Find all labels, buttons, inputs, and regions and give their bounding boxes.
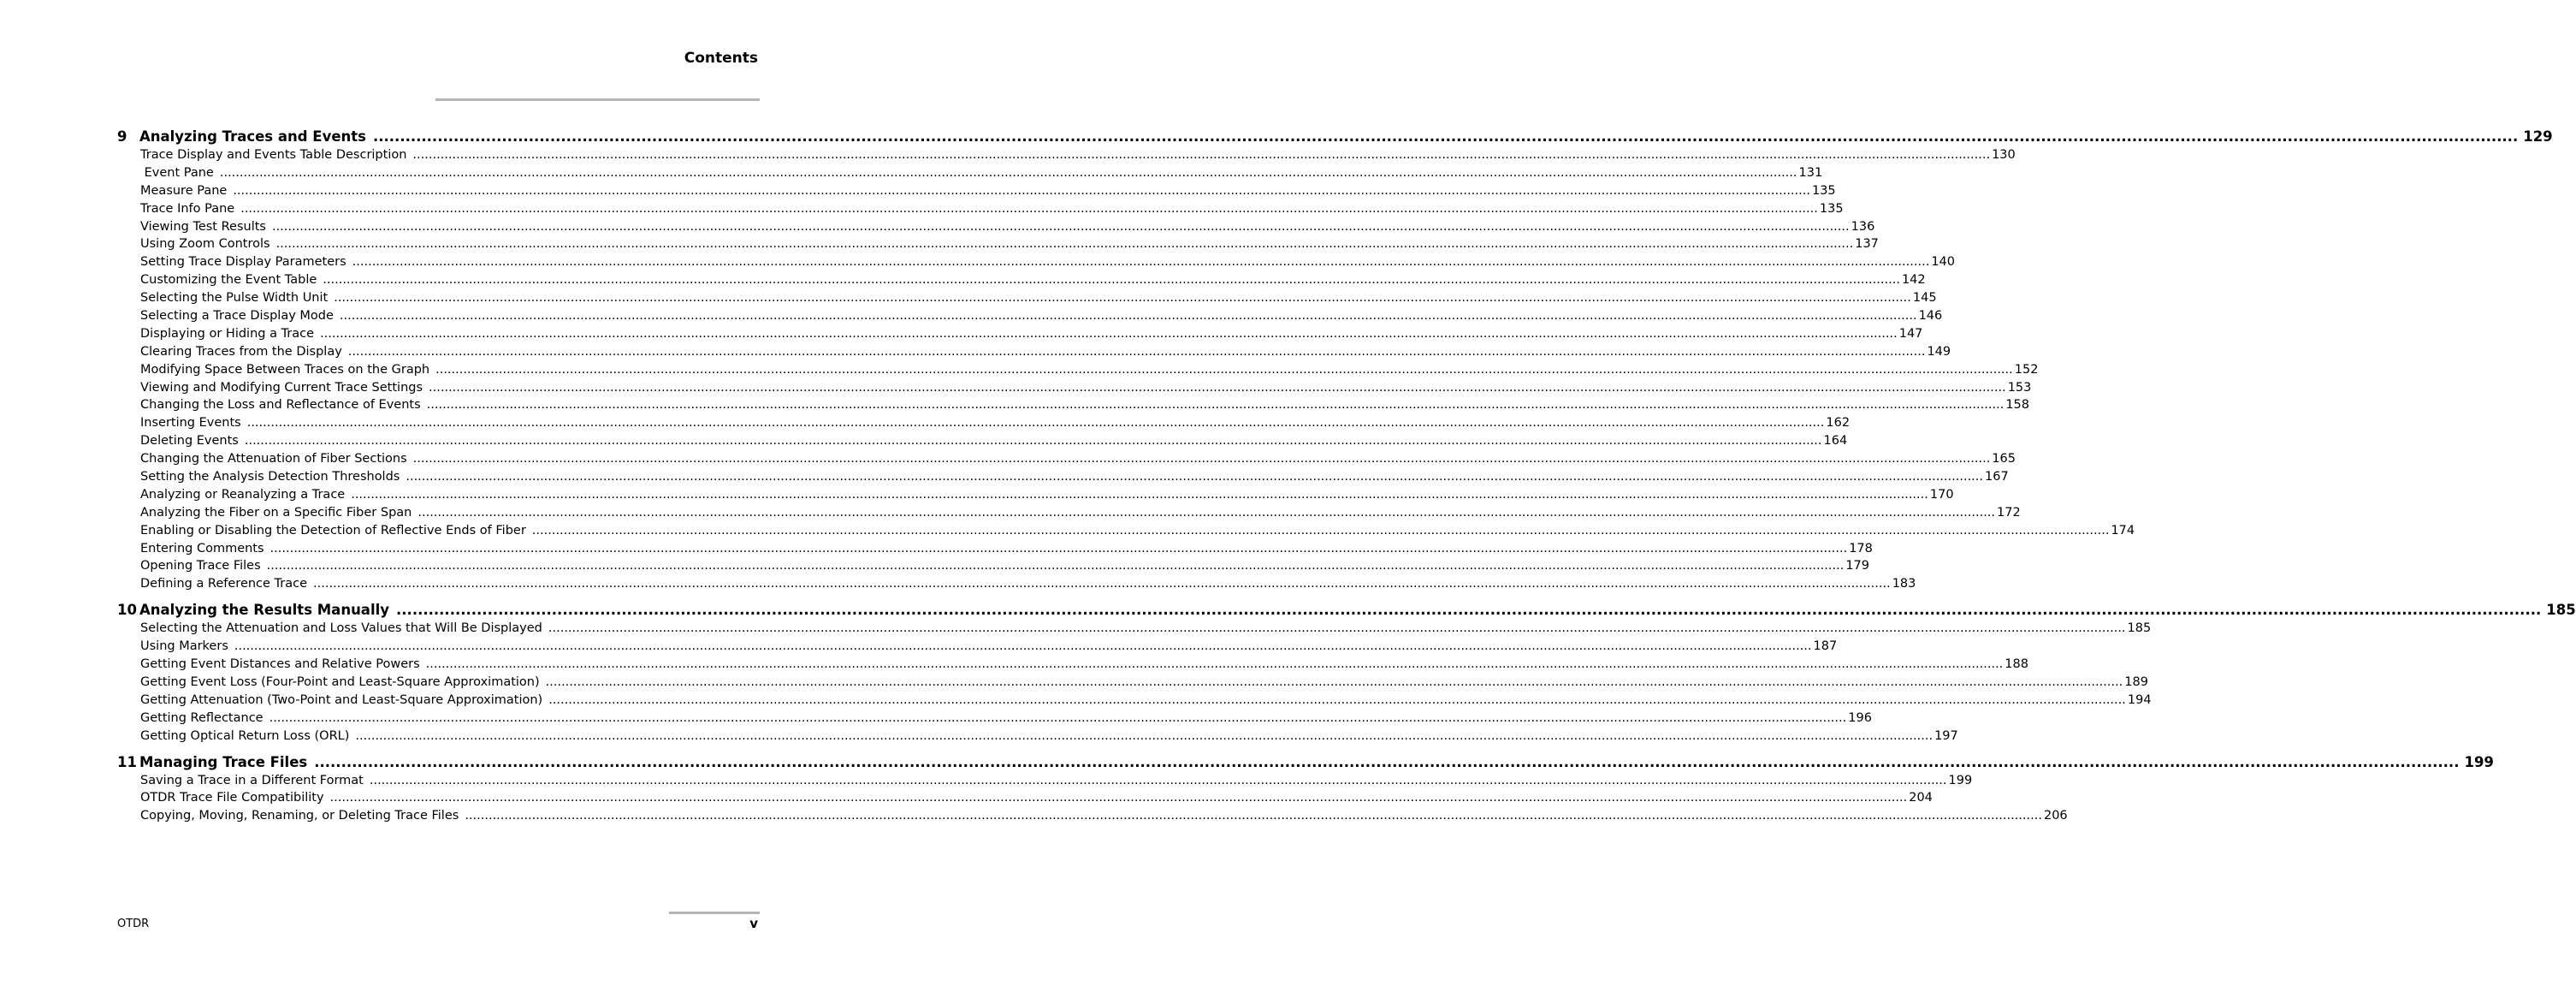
toc-entry-page-number: 164 <box>1823 434 1848 448</box>
toc-entry-page-number: 196 <box>1848 710 1872 725</box>
chapter-title: Managing Trace Files <box>139 753 308 770</box>
toc-entry-page-number: 158 <box>2005 398 2029 413</box>
footer-product-name: OTDR <box>117 918 150 930</box>
toc-chapter-heading[interactable] <box>117 752 2494 772</box>
page-header-title: Contents <box>684 50 758 67</box>
dot-leader: ................................................................................................................................................................................................................................................................................................................................................................................................................ <box>329 791 1908 805</box>
toc-entry[interactable] <box>140 638 1838 656</box>
toc-entry-page-number: 152 <box>2014 362 2039 377</box>
dot-leader: ................................................................................................................................................................................................................................................................................................................................................................................................................ <box>429 380 2006 395</box>
toc-entry-title: Inserting Events <box>140 416 241 431</box>
toc-entry-title: Copying, Moving, Renaming, or Deleting Trace Files <box>140 809 459 823</box>
toc-entry-page-number: 188 <box>2005 657 2028 672</box>
toc-entry-page-number: 185 <box>2127 621 2152 636</box>
toc-entry-title: Displaying or Hiding a Trace <box>140 326 315 341</box>
toc-entry-title: Using Markers <box>140 639 228 654</box>
toc-entry[interactable] <box>140 620 2152 638</box>
toc-entry[interactable] <box>140 289 1937 307</box>
toc-entry[interactable] <box>140 343 1951 361</box>
toc-entry-page-number: 170 <box>1929 487 1954 502</box>
toc-entry-page-number: 194 <box>2127 692 2152 707</box>
toc-entry[interactable] <box>140 807 2068 825</box>
toc-entry-title: Deleting Events <box>140 434 239 448</box>
toc-entry[interactable] <box>140 182 1836 200</box>
dot-leader: ................................................................................................................................................................................................................................................................................................................................................................................................................ <box>545 674 2123 689</box>
toc-entry[interactable] <box>140 325 1923 343</box>
chapter-title: Analyzing the Results Manually <box>139 602 390 619</box>
toc-entry[interactable] <box>140 674 2148 692</box>
toc-entry-page-number: 165 <box>1992 452 2016 466</box>
dot-leader: ................................................................................................................................................................................................................................................................................................................................................................................................................ <box>425 657 2004 672</box>
dot-leader: ................................................................................................................................................................................................................................................................................................................................................................................................................ <box>352 255 1930 270</box>
toc-entry-title: Customizing the Event Table <box>140 273 317 288</box>
chapter-page-number: 185 <box>2546 602 2576 619</box>
dot-leader: ................................................................................................................................................................................................................................................................................................................................................................................................................ <box>266 559 1845 573</box>
toc-entry[interactable] <box>140 146 2016 164</box>
toc-entry-page-number: 206 <box>2043 809 2068 823</box>
chapter-title: Analyzing Traces and Events <box>139 128 366 145</box>
toc-entry[interactable] <box>140 557 1869 575</box>
toc-entry[interactable] <box>140 450 2016 468</box>
toc-entry-page-number: 172 <box>1997 505 2021 520</box>
dot-leader: ................................................................................................................................................................................................................................................................................................................................................................................................................ <box>435 362 2013 377</box>
footer-page-number: v <box>749 916 758 931</box>
toc-entry-title: Saving a Trace in a Different Format <box>140 773 364 787</box>
dot-leader: ................................................................................................................................................................................................................................................................................................................................................................................................................ <box>314 753 2460 770</box>
table-of-contents <box>117 127 2576 832</box>
toc-entry[interactable] <box>140 772 1973 790</box>
toc-entry-title: Analyzing the Fiber on a Specific Fiber Span <box>140 505 412 520</box>
toc-entry-title: OTDR Trace File Compatibility <box>140 791 324 805</box>
toc-entry-page-number: 167 <box>1985 470 2009 484</box>
toc-entry-page-number: 135 <box>1811 183 1836 198</box>
toc-entry[interactable] <box>140 307 1943 325</box>
toc-entry-page-number: 135 <box>1819 201 1844 216</box>
toc-entry[interactable] <box>140 468 2009 486</box>
toc-entry-title: Enabling or Disabling the Detection of Reflective Ends of Fiber <box>140 523 526 538</box>
toc-entry-title: Modifying Space Between Traces on the Graph <box>140 362 430 377</box>
dot-leader: ................................................................................................................................................................................................................................................................................................................................................................................................................ <box>355 728 1933 743</box>
toc-entry-title: Selecting a Trace Display Mode <box>140 309 334 324</box>
toc-entry[interactable] <box>140 522 2135 540</box>
dot-leader: ................................................................................................................................................................................................................................................................................................................................................................................................................ <box>219 165 1797 180</box>
toc-entry-title: Changing the Attenuation of Fiber Sections <box>140 452 407 466</box>
toc-chapter <box>117 752 2494 826</box>
toc-entry-title: Selecting the Pulse Width Unit <box>140 291 329 306</box>
toc-entry-list <box>117 620 2152 745</box>
toc-entry-page-number: 131 <box>1798 165 1823 180</box>
toc-entry[interactable] <box>140 164 1823 182</box>
dot-leader: ................................................................................................................................................................................................................................................................................................................................................................................................................ <box>269 710 1847 725</box>
footer-rule <box>669 912 760 914</box>
toc-entry-title: Entering Comments <box>140 541 264 555</box>
toc-entry-page-number: 136 <box>1851 219 1875 234</box>
toc-entry-title: Getting Optical Return Loss (ORL) <box>140 728 350 743</box>
dot-leader: ................................................................................................................................................................................................................................................................................................................................................................................................................ <box>426 398 2005 413</box>
toc-entry-title: Viewing and Modifying Current Trace Settings <box>140 380 423 395</box>
toc-entry-title: Selecting the Attenuation and Loss Values that Will Be Displayed <box>140 621 542 636</box>
toc-entry[interactable] <box>140 486 1954 504</box>
toc-entry-title: Getting Event Distances and Relative Powers <box>140 657 420 672</box>
toc-entry-page-number: 162 <box>1826 416 1851 431</box>
chapter-page-number: 129 <box>2523 128 2553 145</box>
dot-leader: ................................................................................................................................................................................................................................................................................................................................................................................................................ <box>313 577 1891 591</box>
toc-entry-title: Setting the Analysis Detection Thresholds <box>140 470 400 484</box>
dot-leader: ................................................................................................................................................................................................................................................................................................................................................................................................................ <box>339 309 1917 324</box>
dot-leader: ................................................................................................................................................................................................................................................................................................................................................................................................................ <box>369 773 1947 787</box>
toc-entry[interactable] <box>140 200 1844 218</box>
toc-entry-page-number: 183 <box>1892 577 1916 591</box>
dot-leader: ................................................................................................................................................................................................................................................................................................................................................................................................................ <box>531 523 2110 538</box>
toc-entry[interactable] <box>140 692 2152 710</box>
chapter-page-number: 199 <box>2464 753 2494 770</box>
toc-entry-page-number: 137 <box>1855 237 1879 252</box>
dot-leader: ................................................................................................................................................................................................................................................................................................................................................................................................................ <box>271 219 1850 234</box>
dot-leader: ................................................................................................................................................................................................................................................................................................................................................................................................................ <box>275 237 1854 252</box>
toc-entry-page-number: 199 <box>1948 773 1973 787</box>
dot-leader: ................................................................................................................................................................................................................................................................................................................................................................................................................ <box>269 541 1848 555</box>
toc-chapter-heading[interactable] <box>117 600 2576 620</box>
dot-leader: ................................................................................................................................................................................................................................................................................................................................................................................................................ <box>323 273 1900 288</box>
toc-entry-title: Trace Info Pane <box>140 201 235 216</box>
toc-entry-title: Event Pane <box>140 165 214 180</box>
toc-entry-page-number: 142 <box>1901 273 1926 288</box>
chapter-number: 11 <box>117 753 137 770</box>
toc-entry-page-number: 147 <box>1898 326 1923 341</box>
toc-entry-title: Getting Attenuation (Two-Point and Least-Square Approximation) <box>140 692 543 707</box>
dot-leader: ................................................................................................................................................................................................................................................................................................................................................................................................................ <box>351 487 1928 502</box>
toc-entry-page-number: 146 <box>1918 309 1943 324</box>
dot-leader: ................................................................................................................................................................................................................................................................................................................................................................................................................ <box>372 128 2519 145</box>
dot-leader: ................................................................................................................................................................................................................................................................................................................................................................................................................ <box>412 148 1991 162</box>
toc-entry-page-number: 187 <box>1813 639 1838 654</box>
toc-entry-title: Setting Trace Display Parameters <box>140 255 346 270</box>
toc-entry-page-number: 179 <box>1845 559 1869 573</box>
toc-entry[interactable] <box>140 361 2039 379</box>
dot-leader: ................................................................................................................................................................................................................................................................................................................................................................................................................ <box>465 809 2042 823</box>
dot-leader: ................................................................................................................................................................................................................................................................................................................................................................................................................ <box>320 326 1898 341</box>
toc-entry[interactable] <box>140 728 1958 745</box>
toc-entry-title: Defining a Reference Trace <box>140 577 308 591</box>
toc-entry-title: Clearing Traces from the Display <box>140 344 342 359</box>
toc-entry[interactable] <box>140 253 1955 271</box>
dot-leader: ................................................................................................................................................................................................................................................................................................................................................................................................................ <box>234 639 1812 654</box>
toc-entry[interactable] <box>140 504 2021 522</box>
toc-entry-page-number: 153 <box>2007 380 2032 395</box>
dot-leader: ................................................................................................................................................................................................................................................................................................................................................................................................................ <box>548 621 2126 636</box>
toc-entry[interactable] <box>140 575 1916 593</box>
toc-entry[interactable] <box>140 710 1872 728</box>
toc-entry-title: Trace Display and Events Table Description <box>140 148 407 162</box>
toc-chapter <box>117 127 2553 593</box>
dot-leader: ................................................................................................................................................................................................................................................................................................................................................................................................................ <box>347 344 1926 359</box>
toc-entry[interactable] <box>140 414 1851 432</box>
toc-entry[interactable] <box>140 218 1875 236</box>
toc-entry-page-number: 149 <box>1927 344 1951 359</box>
toc-entry[interactable] <box>140 396 2029 414</box>
toc-entry[interactable] <box>140 789 1933 807</box>
toc-entry-page-number: 130 <box>1992 148 2016 162</box>
dot-leader: ................................................................................................................................................................................................................................................................................................................................................................................................................ <box>334 291 1911 306</box>
toc-entry-title: Using Zoom Controls <box>140 237 270 252</box>
toc-entry-page-number: 204 <box>1909 791 1933 805</box>
toc-entry-page-number: 145 <box>1912 291 1937 306</box>
toc-entry[interactable] <box>140 540 1873 558</box>
toc-chapter <box>117 600 2576 745</box>
dot-leader: ................................................................................................................................................................................................................................................................................................................................................................................................................ <box>233 183 1810 198</box>
toc-entry-list <box>117 772 2068 826</box>
dot-leader: ................................................................................................................................................................................................................................................................................................................................................................................................................ <box>396 602 2542 619</box>
toc-entry[interactable] <box>140 379 2032 397</box>
toc-entry-title: Measure Pane <box>140 183 228 198</box>
dot-leader: ................................................................................................................................................................................................................................................................................................................................................................................................................ <box>246 416 1825 431</box>
chapter-number: 9 <box>117 128 127 145</box>
toc-entry-title: Viewing Test Results <box>140 219 266 234</box>
toc-entry[interactable] <box>140 235 1879 253</box>
toc-entry-page-number: 140 <box>1931 255 1955 270</box>
header-rule <box>435 98 760 101</box>
toc-entry[interactable] <box>140 271 1926 289</box>
toc-entry-title: Getting Reflectance <box>140 710 264 725</box>
toc-entry-page-number: 189 <box>2124 674 2148 689</box>
toc-entry-title: Analyzing or Reanalyzing a Trace <box>140 487 346 502</box>
toc-entry[interactable] <box>140 656 2028 674</box>
toc-chapter-heading[interactable] <box>117 127 2553 146</box>
dot-leader: ................................................................................................................................................................................................................................................................................................................................................................................................................ <box>240 201 1818 216</box>
dot-leader: ................................................................................................................................................................................................................................................................................................................................................................................................................ <box>244 434 1822 448</box>
chapter-number: 10 <box>117 602 137 619</box>
dot-leader: ................................................................................................................................................................................................................................................................................................................................................................................................................ <box>406 470 1984 484</box>
toc-entry-title: Changing the Loss and Reflectance of Events <box>140 398 421 413</box>
toc-entry-title: Opening Trace Files <box>140 559 261 573</box>
toc-entry[interactable] <box>140 432 1848 450</box>
dot-leader: ................................................................................................................................................................................................................................................................................................................................................................................................................ <box>412 452 1991 466</box>
dot-leader: ................................................................................................................................................................................................................................................................................................................................................................................................................ <box>417 505 1996 520</box>
toc-entry-title: Getting Event Loss (Four-Point and Least-Square Approximation) <box>140 674 540 689</box>
toc-entry-list <box>117 146 2135 593</box>
toc-entry-page-number: 197 <box>1934 728 1958 743</box>
toc-entry-page-number: 174 <box>2111 523 2135 538</box>
toc-entry-page-number: 178 <box>1849 541 1873 555</box>
dot-leader: ................................................................................................................................................................................................................................................................................................................................................................................................................ <box>548 692 2126 707</box>
